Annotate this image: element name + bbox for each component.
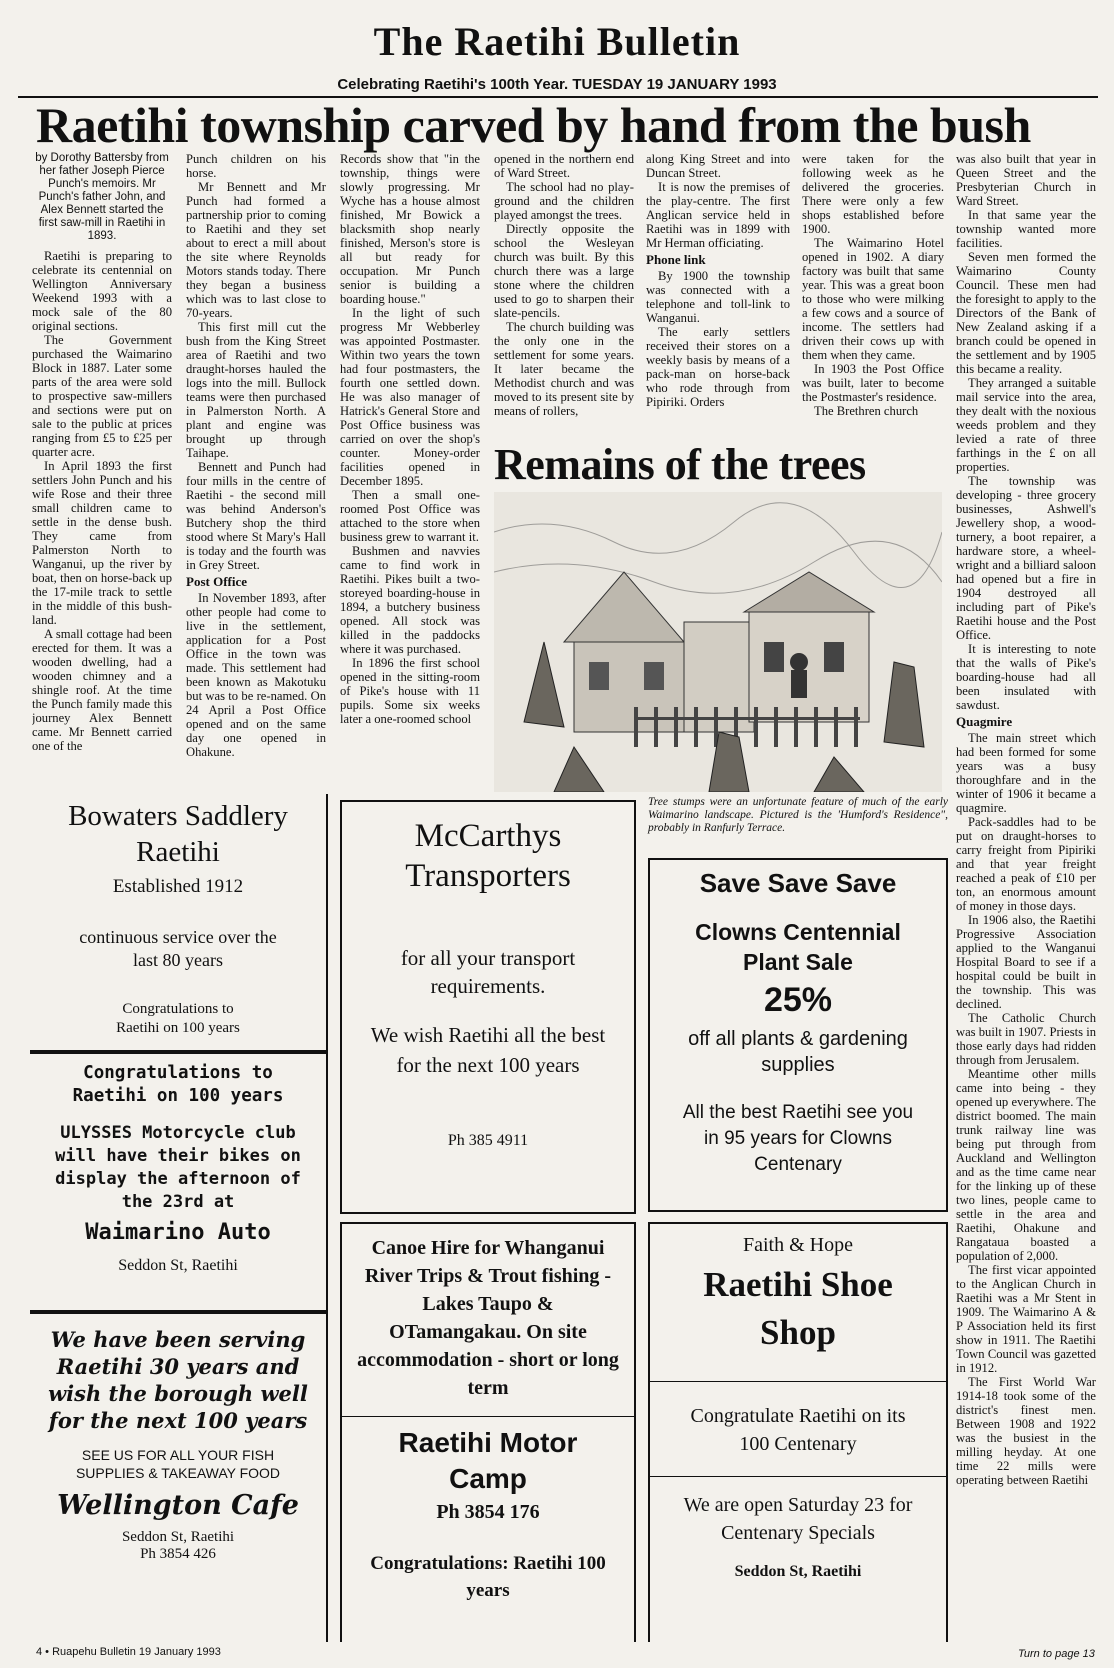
ad-bowaters-line1: continuous service over the last 80 years xyxy=(79,927,277,970)
paragraph: The First World War 1914-18 took some of the district's finest men. Between 1908 and 1922 was the busiest in the milling heyday. At one time 22 mills were operating between Raetihi xyxy=(956,1375,1096,1487)
ad-clowns-line2: All the best Raetihi see you in 95 years for Clowns Centenary xyxy=(682,1102,914,1175)
ad-shoe-name: Raetihi Shoe Shop xyxy=(703,1265,893,1352)
divider xyxy=(650,1476,946,1477)
paragraph: In the light of such progress Mr Webberley was appointed Postmaster. Within two years the town had four postmasters, the fourth one settled down. He was also manager of Hatrick's General Store and Post Office business was carried on over the shop's counter. Money-order facilities opened in December 1895. xyxy=(340,306,480,488)
ad-camp-phone: Ph 3854 176 xyxy=(436,1501,540,1523)
paragraph: Then a small one-roomed Post Office was attached to the store when business grew to warrant it. xyxy=(340,488,480,544)
paragraph: were taken for the following week as he delivered the groceries. There were only a few shops established before 1900. xyxy=(802,152,944,236)
paragraph: The school had no play-ground and the children played amongst the trees. xyxy=(494,180,634,222)
ad-bowaters-line2: Congratulations to Raetihi on 100 years xyxy=(116,1001,240,1036)
feature-photo xyxy=(494,492,942,792)
paragraph: opened in the northern end of Ward Street. xyxy=(494,152,634,180)
paragraph: Pack-saddles had to be put on draught-horses to carry freight from Pipiriki and that year freight reached a peak of £10 per ton, an enormous amount of money in those days. xyxy=(956,815,1096,913)
article-column-2 xyxy=(186,152,326,778)
ad-bowaters-name: Bowaters Saddlery Raetihi xyxy=(68,800,288,868)
ad-ulysses-body: ULYSSES Motorcycle club will have their bikes on display the afternoon of the 23rd at xyxy=(55,1123,301,1212)
paragraph: The Brethren church xyxy=(814,404,919,418)
paragraph: In November 1893, after other people had come to live in the settlement, application for a Post Office in the town was made. This settlement had been known as Makotuku but was to be re-named. On 24 April a Post Office opened and on the same day one opened in Ohakune. xyxy=(186,591,326,759)
ad-mccarthys-line1: for all your transport requirements. xyxy=(400,946,576,998)
ad-clowns-line1: off all plants & gardening supplies xyxy=(688,1028,908,1076)
subheading-post-office: Post Office xyxy=(186,574,248,589)
article-column-3 xyxy=(340,152,480,792)
paragraph: The Catholic Church was built in 1907. Priests in those early days had ridden through from Jerusalem. xyxy=(956,1011,1096,1067)
paragraph: By 1900 the township was connected with a telephone and toll-link to Wanganui. xyxy=(646,269,790,325)
paragraph: The church building was the only one in the settlement for some years. It later became the Methodist church and was moved to its present site by means of rollers, xyxy=(494,320,634,418)
feature-headline: Remains of the trees xyxy=(494,440,866,489)
paragraph: was also built that year in Queen Street and the Presbyterian Church in Ward Street. xyxy=(956,152,1096,208)
paragraph: It is interesting to note that the walls of Pike's boarding-house had all been insulated with sawdust. xyxy=(956,642,1096,712)
article-column-6 xyxy=(802,152,944,438)
photo-caption: Tree stumps were an unfortunate feature of much of the early Waimarino landscape. Pictured is the 'Humford's Residence", probably in Ranfurly Terrace. xyxy=(648,796,948,834)
footer-turn-page: Turn to page 13 xyxy=(1018,1648,1095,1660)
ad-shoe-line2: We are open Saturday 23 for Centenary Specials xyxy=(683,1494,913,1544)
paragraph: Punch children on his horse. xyxy=(186,152,326,180)
paragraph: Raetihi is preparing to celebrate its centennial on Wellington Anniversary Weekend 1993 with a mock sale of the 80 original sections. xyxy=(32,249,172,333)
ad-mccarthys-line2: We wish Raetihi all the best for the next 100 years xyxy=(370,1023,606,1077)
paragraph: Mr Bennett and Mr Punch had formed a partnership prior to coming to Raetihi and they set about to erect a mill about the site where Reynolds Motors stands today. There they began a business which was to last close to 70-years. xyxy=(186,180,326,320)
byline: by Dorothy Battersby from her father Joseph Pierce Punch's memoirs. Mr Punch's father John, and Alex Bennett started the first saw-mill in Raetihi in 1893. xyxy=(35,152,169,242)
ad-shoe-small: Faith & Hope xyxy=(743,1234,853,1256)
paragraph: Bennett and Punch had four mills in the centre of Raetihi - the second mill was behind Anderson's Butchery shop the third stood where St Mary's Hall is today and the fourth was in Grey Street. xyxy=(186,460,326,572)
footer-page-info: 4 • Ruapehu Bulletin 19 January 1993 xyxy=(36,1646,221,1658)
ad-bowaters xyxy=(30,794,328,1052)
paragraph: The main street which had been formed for some years was a busy thoroughfare and in the winter of 1906 it became a quagmire. xyxy=(956,731,1096,815)
paragraph: A small cottage had been erected for them. It was a wooden dwelling, had a wooden chimney and a shingle roof. At the time the Punch family made this journey Alex Bennett came. Mr Bennett carried one of the xyxy=(32,627,172,753)
ad-clowns-title: Clowns Centennial Plant Sale xyxy=(695,919,901,975)
ad-shoe-shop xyxy=(648,1222,948,1642)
article-column-5 xyxy=(646,152,790,438)
paragraph: In that same year the township wanted more facilities. xyxy=(956,208,1096,250)
ad-wellington-addr: Seddon St, Raetihi xyxy=(121,1529,235,1545)
ad-camp-line2: Congratulations: Raetihi 100 years xyxy=(370,1553,606,1601)
ad-waimarino-auto-addr: Seddon St, Raetihi xyxy=(118,1257,238,1274)
paragraph: Bushmen and navvies came to find work in Raetihi. Pikes built a two-storeyed boarding-house in 1894, a butchery business opened. All stock was killed in the paddocks where it was purchased. xyxy=(340,544,480,656)
main-headline: Raetihi township carved by hand from the bush xyxy=(36,97,1031,153)
ad-wellington-line: SEE US FOR ALL YOUR FISH SUPPLIES & TAKEAWAY FOOD xyxy=(75,1447,281,1481)
dateline: Celebrating Raetihi's 100th Year. TUESDAY 19 JANUARY 1993 xyxy=(337,76,777,93)
ad-motor-camp xyxy=(340,1222,636,1642)
ad-shoe-line1: Congratulate Raetihi on its 100 Centenary xyxy=(690,1405,906,1455)
subheading-quagmire: Quagmire xyxy=(956,714,1013,729)
article-column-7 xyxy=(956,152,1096,1636)
paragraph: In 1896 the first school opened in the sitting-room of Pike's house with 11 pupils. Some six weeks later a one-roomed school xyxy=(340,656,480,726)
ad-wellington-script: We have been serving Raetihi 30 years and wish the borough well for the next 100 years xyxy=(48,1327,308,1433)
ad-wellington-name: Wellington Cafe xyxy=(57,1490,299,1521)
ad-waimarino-auto xyxy=(30,1052,328,1312)
ad-wellington-cafe xyxy=(30,1312,328,1642)
paragraph: It is now the premises of the play-centre. The first Anglican service held in Raetihi was in 1899 with Mr Herman officiating. xyxy=(646,180,790,250)
paragraph: along King Street and into Duncan Street. xyxy=(646,152,790,180)
paragraph: Directly opposite the school the Wesleyan church was built. By this church there was a large stone where the children used to go to sharpen their slate-pencils. xyxy=(494,222,634,320)
ad-bowaters-est: Established 1912 xyxy=(112,876,244,897)
divider xyxy=(650,1381,946,1382)
article-column-4 xyxy=(494,152,634,438)
ad-mccarthys-name: McCarthys Transporters xyxy=(405,818,571,894)
paragraph: The township was developing - three grocery businesses, Ashwell's Jewellery shop, a wood-turnery, a boot repairer, a hardware store, a wheel-wright and a billiard saloon had opened but a fire in 1904 destroyed all including part of Pike's Raetihi house and the Post Office. xyxy=(956,474,1096,642)
ad-camp-line1: Canoe Hire for Whanganui River Trips & Trout fishing - Lakes Taupo & OTamangakau. On site accommodation - short or long term xyxy=(357,1237,619,1399)
ad-clowns-pct: 25% xyxy=(763,981,833,1019)
paragraph: Records show that "in the township, things were slowly progressing. Mr Wyche has a house almost finished, Mr Bowick a blacksmith shop nearly finished, Merson's store is all but ready for occupation. Mr Punch senior is building a boarding house." xyxy=(340,152,480,306)
paragraph: In April 1893 the first settlers John Punch and his wife Rose and their three small children came to settle in the dense bush. They came from Palmerston North to Wanganui, up the river by boat, then on horse-back up the 17-mile track to settle in the middle of this bush-land. xyxy=(32,459,172,627)
ad-clowns-head: Save Save Save xyxy=(699,868,897,898)
paragraph: This first mill cut the bush from the King Street area of Raetihi and two draught-horses hauled the logs into the mill. Bullock teams were then purchased in Palmerston North. A plant and engine was brought up through Taihape. xyxy=(186,320,326,460)
ad-mccarthys-phone: Ph 385 4911 xyxy=(447,1132,529,1149)
paragraph: The Government purchased the Waimarino Block in 1887. Later some parts of the area were sold to prospective saw-millers and sections were put on sale to the public at prices ranging from £5 to £25 per quarter acre. xyxy=(32,333,172,459)
ad-waimarino-auto-name: Waimarino Auto xyxy=(85,1220,271,1245)
ad-camp-name: Raetihi Motor Camp xyxy=(398,1427,578,1494)
paragraph: The early settlers received their stores on a weekly basis by means of a pack-man on horse-back who rode through from Pipiriki. Orders xyxy=(646,325,790,409)
paragraph: They arranged a suitable mail service into the area, they dealt with the noxious weeds problem and they levied a rate of three farthings in the £ on all properties. xyxy=(956,376,1096,474)
ad-ulysses-head: Congratulations to Raetihi on 100 years xyxy=(72,1063,284,1106)
paragraph: Seven men formed the Waimarino County Council. These men had the foresight to apply to the Directors of the Bank of New Zealand asking if a branch could be opened in the settlement and by 1905 this became a reality. xyxy=(956,250,1096,376)
ad-shoe-addr: Seddon St, Raetihi xyxy=(734,1563,862,1580)
subheading-phone-link: Phone link xyxy=(646,252,706,267)
article-column-1 xyxy=(32,152,172,778)
ad-wellington-phone: Ph 3854 426 xyxy=(140,1546,216,1562)
ad-clowns xyxy=(648,858,948,1212)
paragraph: The Waimarino Hotel opened in 1902. A diary factory was built that same year. This was a great boon to those who were milking a few cows and a source of income. The settlers had driven their cows up with them when they came. xyxy=(802,236,944,362)
paragraph: In 1906 also, the Raetihi Progressive Association applied to the Wanganui Hospital Board to see if a hospital could be built in the township. This was declined. xyxy=(956,913,1096,1011)
paragraph: The first vicar appointed to the Anglican Church in Raetihi was a Mr Stent in 1909. The Waimarino A & P Association held its first show in 1911. The Raetihi Town Council was gazetted in 1912. xyxy=(956,1263,1096,1375)
paragraph: In 1903 the Post Office was built, later to become the Postmaster's residence. xyxy=(802,362,944,404)
divider xyxy=(342,1416,634,1417)
paragraph: Meantime other mills came into being - they opened up everywhere. The district boomed. The main trunk railway line was being put through from Auckland and Wellington and as the time came near for the linking up of these two lines, people came to settle in the area and Raetihi, Ohakune and Rangataua boasted a population of 2,000. xyxy=(956,1067,1096,1263)
masthead-title: The Raetihi Bulletin xyxy=(373,19,741,64)
ad-mccarthys xyxy=(340,800,636,1214)
